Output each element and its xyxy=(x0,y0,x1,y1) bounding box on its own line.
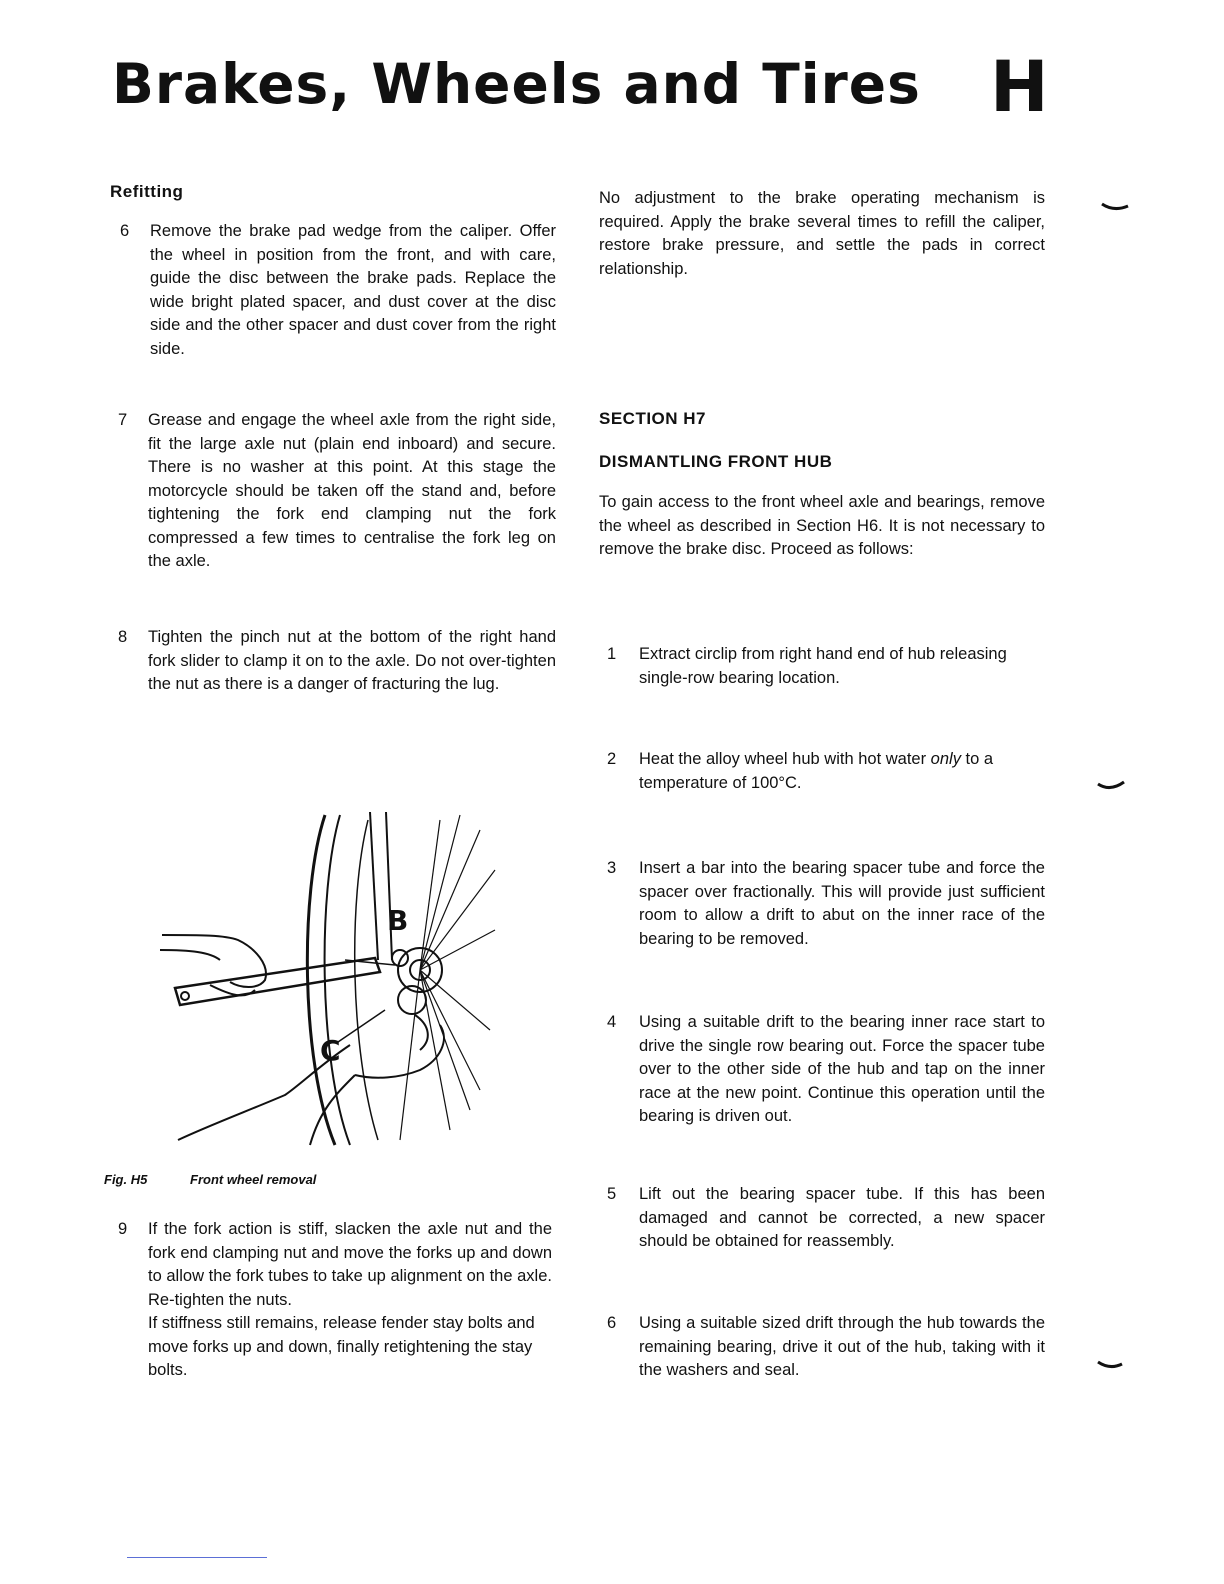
right-step-4 xyxy=(607,1011,1045,1129)
section-heading: SECTION H7 xyxy=(599,409,707,428)
step-number: 6 xyxy=(607,1314,617,1332)
left-step-6 xyxy=(120,220,556,361)
step-text-continued: If stiffness still remains, release fender stay bolts and move forks up and down, finally retightening the stay bolts. xyxy=(148,1314,535,1379)
step-text: Using a suitable sized drift through the hub towards the remaining bearing, drive it out of the hub, taking with it the washers and seal. xyxy=(639,1314,1045,1379)
step-number: 9 xyxy=(118,1220,128,1238)
step-text: Extract circlip from right hand end of hub releasing single-row bearing location. xyxy=(639,645,1007,687)
left-step-9 xyxy=(118,1218,552,1383)
step-text: If the fork action is stiff, slacken the axle nut and the fork end clamping nut and move the forks up and down to allow the fork tubes to take up alignment on the axle. Re-tighten the nuts. xyxy=(148,1220,552,1309)
page-title: Brakes, Wheels and Tires xyxy=(112,52,921,116)
right-step-2 xyxy=(607,748,1045,795)
right-step-5 xyxy=(607,1183,1045,1254)
label-b: B xyxy=(387,904,409,937)
step-text: Tighten the pinch nut at the bottom of the right hand fork slider to clamp it on to the axle. Do not over-tighten the nut as there is a danger of fracturing the lug. xyxy=(148,628,556,693)
step-text: Grease and engage the wheel axle from the right side, fit the large axle nut (plain end inboard) and secure. There is no washer at this point. At this stage the motorcycle should be taken off the stand and, before tightening the fork end clamping nut the fork compressed a few times to centralise the fork leg on the axle. xyxy=(148,411,556,570)
step-text: Remove the brake pad wedge from the caliper. Offer the wheel in position from the front, and with care, guide the disc between the brake pads. Replace the wide bright plated spacer, and dust cover at the disc side and the other spacer and dust cover from the right side. xyxy=(150,222,556,358)
emphasis-only: only xyxy=(930,750,961,768)
right-step-3 xyxy=(607,857,1045,951)
dismantling-heading: DISMANTLING FRONT HUB xyxy=(599,452,833,471)
label-c: C xyxy=(320,1034,341,1067)
margin-mark xyxy=(1100,198,1132,218)
step-number: 7 xyxy=(118,411,128,429)
step-number: 6 xyxy=(120,222,130,240)
margin-mark xyxy=(1096,778,1128,798)
margin-mark xyxy=(1096,1356,1128,1376)
step-number: 5 xyxy=(607,1185,617,1203)
figure-caption xyxy=(104,1172,316,1187)
step-text: Lift out the bearing spacer tube. If this has been damaged and cannot be corrected, a new spacer should be obtained for reassembly. xyxy=(639,1185,1045,1250)
step-number: 2 xyxy=(607,750,617,768)
figure-caption-text: Front wheel removal xyxy=(190,1172,317,1187)
left-step-7 xyxy=(118,409,556,574)
step-number: 3 xyxy=(607,859,617,877)
step-text: Insert a bar into the bearing spacer tube and force the spacer over fractionally. This will provide just sufficient room to allow a drift to abut on the inner race of the bearing to be removed. xyxy=(639,859,1045,948)
left-step-8 xyxy=(118,626,556,697)
step-text: Using a suitable drift to the bearing inner race start to drive the single row bearing out. Force the spacer tube over to the other side of the hub and tap on the inner race at the new point. Continue this operation until the bearing is driven out. xyxy=(639,1013,1045,1125)
section-letter: H xyxy=(990,46,1049,128)
footer-rule xyxy=(127,1557,267,1558)
right-step-6 xyxy=(607,1312,1045,1383)
access-paragraph: To gain access to the front wheel axle and bearings, remove the wheel as described in Section H6. It is not necessary to remove the brake disc. Proceed as follows: xyxy=(599,493,1045,558)
brake-adjustment-note: No adjustment to the brake operating mechanism is required. Apply the brake several times to refill the caliper, restore brake pressure, and settle the pads in correct relationship. xyxy=(599,189,1045,278)
refitting-heading: Refitting xyxy=(110,182,184,201)
figure-caption-label: Fig. H5 xyxy=(104,1172,148,1187)
right-step-1 xyxy=(607,643,1045,690)
step-text: Heat the alloy wheel hub with hot water only to a temperature of 100°C. xyxy=(639,750,994,792)
step-number: 1 xyxy=(607,645,617,663)
step-number: 8 xyxy=(118,628,128,646)
wheel-drawing xyxy=(150,810,500,1155)
step-number: 4 xyxy=(607,1013,617,1031)
front-wheel-removal-illustration xyxy=(150,810,500,1155)
